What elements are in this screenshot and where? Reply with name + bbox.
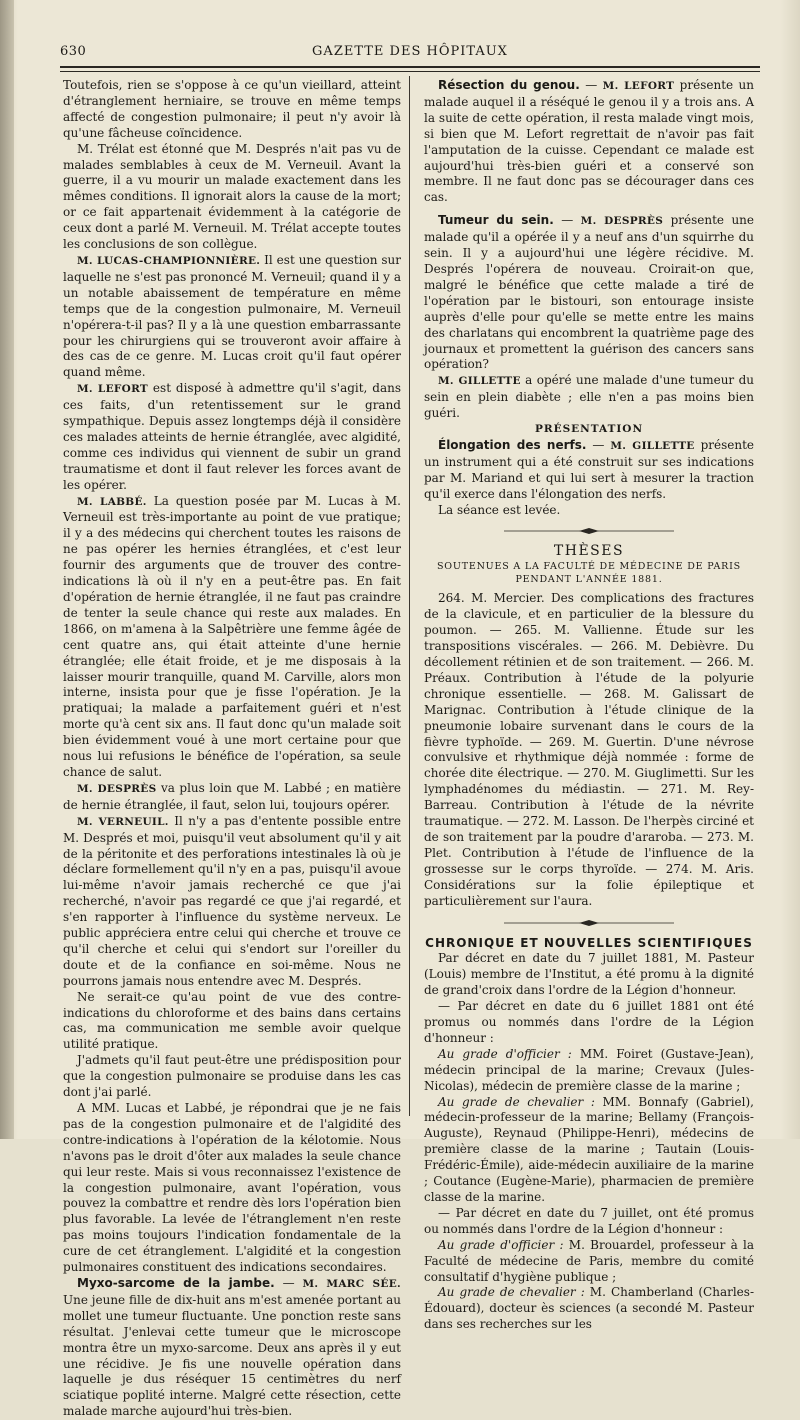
- paragraph: A MM. Lucas et Labbé, je répondrai que je ne fais pas de la congestion pulmonaire et de l'algidité des contre-indications à l'opération de la kélotomie. Nous n'avons pas le droit d'ôter aux malades la seule chance qui leur reste. Mais si vous reconnaissez l'existence de la congestion pulmonaire, avant l'opération, vous pouvez la combattre et rendre dès lors l'opération bien plus favorable. La levée de l'étranglement n'en reste pas moins toujours l'indication fondamentale de la cure de cet étranglement. L'algidité et la congestion pulmonaires constituent des indications secondaires.: [63, 1101, 401, 1275]
- paragraph: Ne serait-ce qu'au point de vue des contre-indications du chloroforme et des bains dans certains cas, ma communication me semble avoir quelque utilité pratique.: [63, 989, 401, 1052]
- paragraph-text: MM. Foiret (Gustave-Jean), médecin principal de la marine; Crevaux (Jules-Nicolas), médecin de première classe de la marine ;: [424, 1046, 754, 1093]
- paragraph: Par décret en date du 7 juillet 1881, M. Pasteur (Louis) membre de l'Institut, a été promu à la dignité de grand'croix dans l'ordre de la Légion d'honneur.: [424, 951, 754, 998]
- theses-subheading: SOUTENUES A LA FACULTÉ DE MÉDECINE DE PARIS: [437, 561, 741, 573]
- paragraph-text: Il est une question sur laquelle ne s'est pas prononcé M. Verneuil; quand il y a un notable abaissement de température en même temps que de la congestion pulmonaire, M. Verneuil n'opérera-t-il pas? Il y a là une question embarrassante pour les chirurgiens qui se trouveront avoir affaire à des cas de ce genre. M. Lucas croit qu'il faut opérer quand même.: [63, 252, 402, 380]
- section-subtitle: Élongation des nerfs.: [438, 437, 587, 452]
- presentation-heading: PRÉSENTATION: [534, 423, 644, 436]
- paragraph: Tumeur du sein. — M. DESPRÈS présente une malade qu'il a opérée il y a neuf ans d'un squirrhe du sein. Il y a aujourd'hui une légère récidive. M. Després l'opérera de nouveau. Croirait-on que, malgré le bénéfice que cette malade a tiré de l'opération par le bistouri, son entourage insiste auprès d'elle pour qu'elle se mette entre les mains des charlatans qui encombrent la quatrième page des journaux et promettent la guérison des cancers sans opération?: [424, 213, 754, 372]
- header-rule-thin: [60, 71, 760, 72]
- right-column: [424, 78, 754, 1333]
- section-subtitle: Tumeur du sein.: [438, 213, 554, 228]
- ornament-divider: [504, 526, 674, 536]
- chronique-heading: CHRONIQUE ET NOUVELLES SCIENTIFIQUES: [425, 935, 753, 950]
- paragraph-text: va plus loin que M. Labbé ; en matière de hernie étranglée, il faut, selon lui, toujours opérer.: [63, 780, 401, 812]
- paragraph-text: est disposé à admettre qu'il s'agit, dans ces faits, d'un retentissement sur le grand sympathique. Depuis assez longtemps déjà il considère ces malades atteints de hernie étranglée, avec algidité, comme ces individus qui viennent de subir un grand traumatisme et dont il faut relever les forces avant de les opérer.: [63, 381, 401, 492]
- paragraph-text: M. Brouardel, professeur à la Faculté de médecine de Paris, membre du comité consultatif d'hygiène publique ;: [424, 1237, 754, 1284]
- speaker-name: M. MARC SÉE.: [302, 1277, 401, 1290]
- paragraph: [63, 253, 401, 381]
- paragraph: M. Trélat est étonné que M. Després n'ait pas vu de malades semblables à ceux de M. Verneuil. Avant la guerre, il a vu mourir un malade exactement dans les mêmes conditions. Il ignorait alors la cause de la mort; or ce fait appartenait évidemment à la catégorie de ceux dont a parlé M. Verneuil. M. Trélat accepte toutes les conclusions de son collègue.: [63, 141, 401, 252]
- theses-list: 264. M. Mercier. Des complications des fractures de la clavicule, et en particulier de la blessure du poumon. — 265. M. Vallienne. Étude sur les transpositions viscérales. — 266. M. Debièvre. Du décollement rétinien et de son traitement. — 266. M. Préaux. Contribution à l'étude de la polyurie chronique essentielle. — 268. M. Galissart de Marignac. Contribution à l'étude clinique de la pneumonie lobaire survenant dans le cours de la fièvre typhoïde. — 269. M. Guertin. D'une névrose convulsive et rhythmique déjà nommée : forme de chorée dite électrique. — 270. M. Giuglimetti. Sur les lymphadénomes du médiastin. — 271. M. Rey-Barreau. Contribution à l'étude de la névrite traumatique. — 272. M. Lasson. De l'herpès circiné et de son traitement par la poudre d'araroba. — 273. M. Plet. Contribution à l'étude de l'influence de la grossesse sur le corps thyroïde. — 274. M. Aris. Considérations sur la folie épileptique et particulièrement sur l'aura.: [424, 591, 754, 908]
- paragraph: [63, 781, 401, 814]
- paragraph: [424, 1238, 754, 1286]
- speaker-name: M. GILLETTE: [438, 375, 521, 388]
- grade-label: Au grade d'officier :: [438, 1046, 572, 1061]
- paragraph: La séance est levée.: [438, 502, 561, 517]
- paragraph-text: a opéré une malade d'une tumeur du sein en plein diabète ; elle n'en a pas moins bien guéri.: [424, 373, 755, 421]
- left-column: [63, 78, 401, 1420]
- speaker-name: M. DESPRÈS: [580, 215, 664, 228]
- paragraph-text: présente un instrument qui a été construit sur ses indications par M. Mariand et qui lui sert à mesurer la traction qu'il exerce dans l'élongation des nerfs.: [424, 437, 755, 501]
- paragraph-text: M. Chamberland (Charles-Édouard), docteur ès sciences (a secondé M. Pasteur dans ses recherches sur les: [424, 1285, 755, 1332]
- ornament-divider: [504, 918, 674, 928]
- grade-label: Au grade de chevalier :: [438, 1094, 595, 1109]
- paragraph: [63, 494, 401, 781]
- grade-label: Au grade d'officier :: [438, 1237, 564, 1252]
- page-header: [60, 44, 760, 62]
- paragraph: — Par décret en date du 6 juillet 1881 ont été promus ou nommés dans l'ordre de la Légion d'honneur :: [424, 999, 754, 1045]
- paragraph-text: Une jeune fille de dix-huit ans m'est amenée portant au mollet une tumeur fluctuante. Une ponction reste sans résultat. J'enlevai cette tumeur que le microscope montra être un myxo-sarcome. Deux ans après il y eut une récidive. Je fis une nouvelle opération dans laquelle je dus réséquer 15 centimètres du nerf sciatique poplité interne. Malgré cette résection, cette malade marche aujourd'hui très-bien.: [63, 1292, 401, 1419]
- speaker-name: M. VERNEUIL.: [77, 815, 169, 828]
- speaker-name: M. LEFORT: [602, 80, 675, 92]
- paragraph-text: présente un malade auquel il a réséqué le genou il y a trois ans. A la suite de cette opération, il resta malade vingt mois, si bien que M. Lefort regrettait de n'avoir pas fait l'amputation de la cuisse. Cependant ce malade est aujourd'hui très-bien guéri et a conservé son membre. Il ne faut donc pas se décourager dans ces cas.: [424, 78, 755, 205]
- theses-subheading: PENDANT L'ANNÉE 1881.: [515, 574, 663, 586]
- speaker-name: M. DESPRÈS: [77, 782, 157, 795]
- section-subtitle: Myxo-sarcome de la jambe.: [77, 1275, 275, 1290]
- paragraph: Toutefois, rien se s'oppose à ce qu'un vieillard, atteint d'étranglement herniaire, se trouve en même temps affecté de congestion pulmonaire; il peut n'y avoir là qu'une fâcheuse coïncidence.: [63, 78, 401, 140]
- paragraph-text: Il n'y a pas d'entente possible entre M. Després et moi, puisqu'il veut absolument qu'il y ait de la péritonite et des perforations intestinales là où je déclare formellement qu'il n'y en a pas, puisqu'il avoue lui-même n'avoir jamais recherché ce que j'ai recherché, n'avoir pas regardé ce que j'ai regardé, et s'en rapporter à l'influence du système nerveux. Le public appréciera entre celui qui cherche et trouve ce qu'il cherche et celui qui s'endort sur l'oreiller du doute et de la confiance en soi-même. Nous ne pourrons jamais nous entendre avec M. Després.: [63, 813, 402, 988]
- paragraph: [424, 373, 754, 422]
- paragraph: Résection du genou. — M. LEFORT présente un malade auquel il a réséqué le genou il y a trois ans. A la suite de cette opération, il resta malade vingt mois, si bien que M. Lefort regrettait de n'avoir pas fait l'amputation de la cuisse. Cependant ce malade est aujourd'hui très-bien guéri et a conservé son membre. Il ne faut donc pas se décourager dans ces cas.: [424, 78, 755, 205]
- header-rule-thick: [60, 66, 760, 68]
- paragraph: — Par décret en date du 7 juillet, ont été promus ou nommés dans l'ordre de la Légion d'honneur :: [424, 1205, 754, 1236]
- paragraph: [63, 814, 401, 990]
- paragraph: Myxo-sarcome de la jambe. — M. MARC SÉE. Une jeune fille de dix-huit ans m'est amenée portant au mollet une tumeur fluctuante. Une ponction reste sans résultat. J'enlevai cette tumeur que le microscope montra être un myxo-sarcome. Deux ans après il y eut une récidive. Je fis une nouvelle opération dans laquelle je dus réséquer 15 centimètres du nerf sciatique poplité interne. Malgré cette résection, cette malade marche aujourd'hui très-bien.: [63, 1275, 401, 1419]
- speaker-name: M. LEFORT: [77, 383, 149, 396]
- running-title: GAZETTE DES HÔPITAUX: [312, 44, 508, 59]
- grade-label: Au grade de chevalier :: [438, 1285, 585, 1300]
- paragraph-text: MM. Bonnafy (Gabriel), médecin-professeur de la marine; Bellamy (François-Auguste), Reynaud (Philippe-Henri), médecins de première classe de la marine ; Tautain (Louis-Frédéric-Émile), aide-médecin auxiliaire de la marine ; Coutance (Eugène-Marie), pharmacien de première classe de la marine.: [424, 1094, 754, 1204]
- speaker-name: M. LUCAS-CHAMPIONNIÈRE.: [77, 254, 261, 267]
- speaker-name: M. LABBÉ.: [77, 495, 147, 508]
- page-binding-edge: [0, 0, 14, 1139]
- theses-heading: THÈSES: [553, 543, 625, 560]
- speaker-name: M. GILLETTE: [610, 439, 695, 452]
- page-number: 630: [60, 44, 87, 59]
- paragraph: [424, 1047, 754, 1095]
- paragraph: J'admets qu'il faut peut-être une prédisposition pour que la congestion pulmonaire se produise dans les cas dont j'ai parlé.: [63, 1053, 401, 1100]
- paragraph: [424, 1285, 754, 1333]
- column-divider: [409, 76, 410, 1116]
- paragraph-text: La question posée par M. Lucas à M. Verneuil est très-importante au point de vue pratique; il y a des médecins qui cherchent toutes les raisons de ne pas opérer les hernies étranglées, et c'est leur fournir des arguments que de trouver des contre-indications là où il n'y en a peut-être pas. En fait d'opération de hernie étranglée, il ne faut pas craindre de tenter la seule chance qui reste aux malades. En 1866, on m'amena à la Salpêtrière une femme âgée de cent quatre ans, qui était atteinte d'une hernie étranglée; elle était froide, et je me disposais à la laisser mourir tranquille, quand M. Carville, alors mon interne, insista pour que je fisse l'opération. Je la pratiquai; la malade a parfaitement guéri et n'est morte qu'à cent six ans. Il faut donc qu'un malade soit bien évidemment voué à une mort certaine pour que nous lui refusions le bénéfice de l'opération, sa seule chance de salut.: [63, 493, 401, 779]
- paragraph: [424, 1095, 754, 1206]
- section-subtitle: Résection du genou.: [438, 78, 580, 92]
- paragraph: [63, 381, 401, 493]
- paragraph-text: présente une malade qu'il a opérée il y a neuf ans d'un squirrhe du sein. Il y a aujourd'hui une légère récidive. M. Després l'opérera de nouveau. Croirait-on que, malgré le bénéfice que cette malade a tiré de l'opération par le bistouri, son entourage insiste auprès d'elle pour qu'elle se mette entre les mains des charlatans qui encombrent la quatrième page des journaux et promettent la guérison des cancers sans opération?: [424, 213, 754, 372]
- paragraph: Élongation des nerfs. — M. GILLETTE présente un instrument qui a été construit sur ses indications par M. Mariand et qui lui sert à mesurer la traction qu'il exerce dans l'élongation des nerfs.: [424, 437, 755, 501]
